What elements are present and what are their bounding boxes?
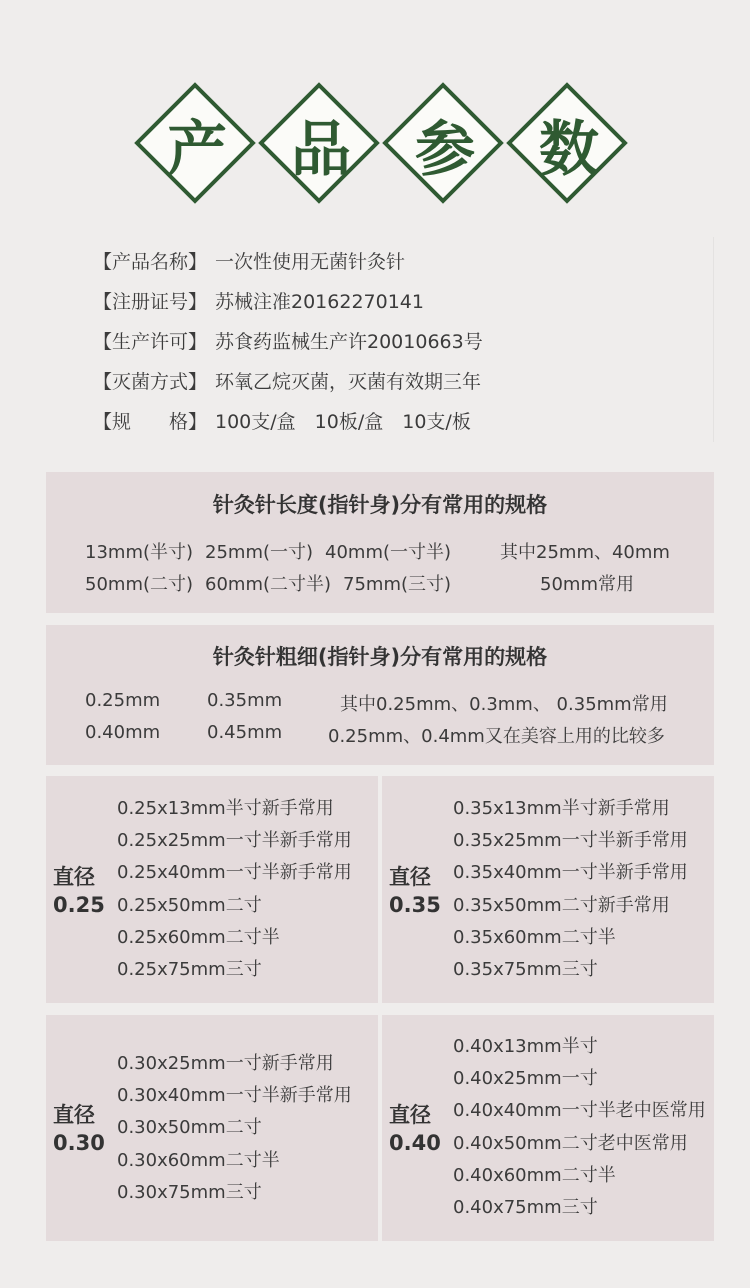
diameter-list (117, 793, 352, 986)
spec-item: 60mm(二寸半) (205, 574, 332, 595)
list-item: 0.40x25mm一寸 (453, 1068, 598, 1090)
title-diamond (505, 81, 633, 209)
info-row-registration (93, 282, 483, 322)
info-row-name (93, 242, 483, 282)
diameter-label: 直径 0.25 (53, 865, 105, 917)
info-row-license (93, 322, 483, 362)
diameter-label: 直径 0.30 (53, 1103, 105, 1155)
info-value: 苏食药监械生产许20010663号 (215, 331, 483, 353)
diameter-panel-025 (46, 776, 378, 1003)
list-item: 0.25x60mm二寸半 (117, 926, 280, 948)
list-item: 0.30x40mm一寸半新手常用 (117, 1085, 352, 1107)
spec-note: 50mm常用 (540, 574, 634, 595)
spec-item: 25mm(一寸) (205, 542, 314, 563)
title-diamond (257, 81, 385, 209)
spec-item: 0.45mm (207, 722, 283, 743)
list-item: 0.35x50mm二寸新手常用 (453, 894, 670, 916)
thickness-spec-panel (46, 625, 714, 765)
info-label: 【生产许可】 (93, 331, 208, 353)
title-char: 数 (539, 115, 599, 185)
title-char: 产 (167, 115, 227, 185)
spec-note: 其中25mm、40mm (500, 542, 670, 563)
spec-item: 0.35mm (207, 690, 283, 711)
info-row-spec (93, 402, 483, 442)
spec-item: 50mm(二寸) (85, 574, 194, 595)
list-item: 0.40x60mm二寸半 (453, 1164, 616, 1186)
list-item: 0.25x50mm二寸 (117, 894, 262, 916)
spec-note: 其中0.25mm、0.3mm、 0.35mm常用 (340, 694, 668, 715)
list-item: 0.30x60mm二寸半 (117, 1149, 280, 1171)
list-item: 0.25x75mm三寸 (117, 959, 262, 981)
spec-item: 0.40mm (85, 722, 161, 743)
diameter-list (453, 793, 688, 986)
info-value: 100支/盒 10板/盒 10支/板 (215, 411, 471, 433)
product-info (93, 242, 483, 442)
list-item: 0.25x40mm一寸半新手常用 (117, 862, 352, 884)
list-item: 0.40x13mm半寸 (453, 1036, 598, 1057)
info-label: 【规 格】 (93, 411, 208, 433)
diameter-panel-030 (46, 1015, 378, 1241)
info-label: 【产品名称】 (93, 251, 208, 273)
diameter-list (453, 1031, 706, 1224)
spec-item: 0.25mm (85, 690, 161, 711)
list-item: 0.25x13mm半寸新手常用 (117, 798, 334, 819)
spec-item: 13mm(半寸) (85, 542, 194, 563)
divider (713, 237, 714, 442)
section-title (133, 81, 633, 209)
list-item: 0.40x50mm二寸老中医常用 (453, 1132, 688, 1154)
diameter-label: 直径 0.35 (389, 865, 441, 917)
list-item: 0.40x75mm三寸 (453, 1197, 598, 1219)
title-char: 参 (415, 115, 475, 185)
title-char: 品 (291, 115, 351, 185)
spec-item: 75mm(三寸) (343, 574, 452, 595)
info-value: 苏械注准20162270141 (215, 291, 424, 313)
info-label: 【灭菌方式】 (93, 371, 208, 393)
list-item: 0.35x75mm三寸 (453, 959, 598, 981)
list-item: 0.30x50mm二寸 (117, 1117, 262, 1139)
panel-title: 针灸针粗细(指针身)分有常用的规格 (212, 645, 548, 669)
list-item: 0.40x40mm一寸半老中医常用 (453, 1100, 706, 1122)
list-item: 0.35x13mm半寸新手常用 (453, 798, 670, 819)
title-diamond (133, 81, 261, 209)
diameter-list (117, 1048, 352, 1209)
diameter-panel-035 (382, 776, 714, 1003)
panel-title: 针灸针长度(指针身)分有常用的规格 (212, 493, 548, 517)
diameter-panel-040 (382, 1015, 714, 1241)
diameter-label: 直径 0.40 (389, 1103, 441, 1155)
info-label: 【注册证号】 (93, 291, 208, 313)
spec-item: 40mm(一寸半) (325, 542, 452, 563)
list-item: 0.25x25mm一寸半新手常用 (117, 830, 352, 852)
title-diamond (381, 81, 509, 209)
spec-note: 0.25mm、0.4mm又在美容上用的比较多 (328, 726, 665, 747)
info-value: 一次性使用无菌针灸针 (215, 251, 406, 273)
list-item: 0.30x75mm三寸 (117, 1181, 262, 1203)
info-value: 环氧乙烷灭菌，灭菌有效期三年 (215, 371, 482, 393)
info-row-sterilization (93, 362, 483, 402)
list-item: 0.30x25mm一寸新手常用 (117, 1053, 334, 1074)
list-item: 0.35x40mm一寸半新手常用 (453, 862, 688, 884)
length-spec-panel (46, 472, 714, 613)
list-item: 0.35x60mm二寸半 (453, 926, 616, 948)
list-item: 0.35x25mm一寸半新手常用 (453, 830, 688, 852)
